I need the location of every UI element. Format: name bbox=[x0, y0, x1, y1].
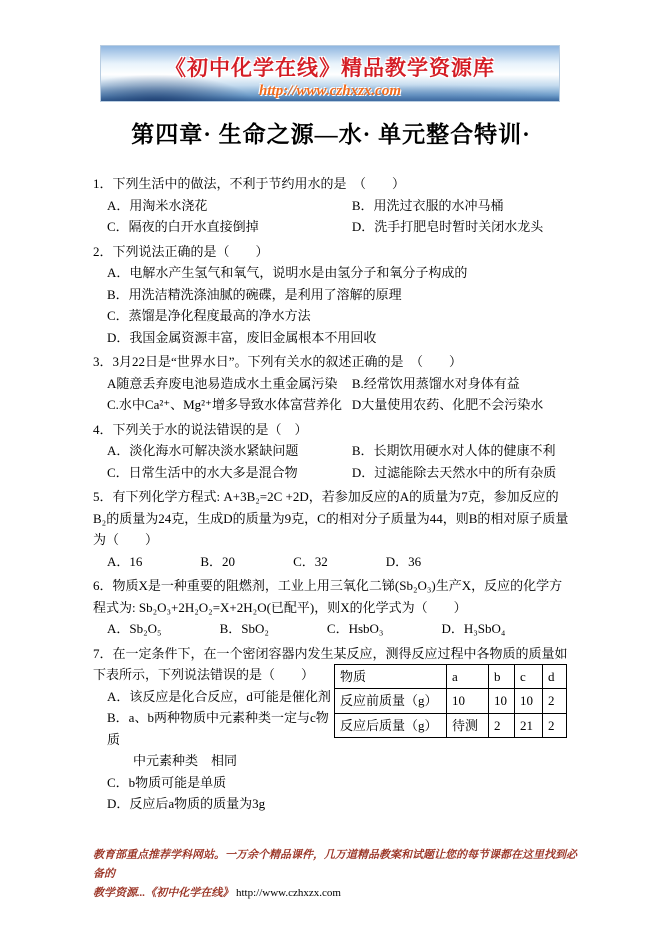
question-stem: 7．在一定条件下，在一个密闭容器内发生某反应，测得反应过程中各物质的质量如下表所示，下列说法错误的是（ ） bbox=[93, 645, 568, 682]
question-options bbox=[93, 195, 569, 238]
answer-option: C．b物质可能是单质 bbox=[107, 774, 227, 790]
table-cell: 10 bbox=[447, 689, 489, 714]
answer-option: C．32 bbox=[293, 553, 328, 569]
footer-line2 bbox=[93, 884, 585, 903]
table-cell: c bbox=[515, 664, 543, 689]
question bbox=[93, 419, 569, 484]
answer-option: B．20 bbox=[200, 553, 236, 569]
table-row bbox=[335, 664, 567, 689]
question bbox=[93, 351, 569, 416]
answer-option: B．长期饮用硬水对人体的健康不利 bbox=[351, 443, 556, 458]
answer-option: D大量使用农药、化肥不会污染水 bbox=[351, 397, 544, 412]
answer-option: 质 bbox=[107, 731, 121, 747]
table-cell: 2 bbox=[489, 713, 515, 738]
answer-option: 中元素种类 相同 bbox=[107, 753, 238, 768]
question-options bbox=[93, 440, 569, 483]
table-cell: 2 bbox=[543, 689, 567, 714]
question-stem: 6．物质X是一种重要的阻燃剂，工业上用三氧化二锑(Sb₂O₃)生产X，反应的化学方程式为: Sb₂O₃+2H₂O₂=X+2H₂O(已配平)，则X的化学式为（ ） bbox=[93, 578, 563, 615]
question-options bbox=[93, 262, 569, 348]
question bbox=[93, 173, 569, 238]
answer-option: C．日常生活中的水大多是混合物 bbox=[107, 464, 298, 480]
table-row bbox=[335, 713, 567, 738]
answer-option: C．蒸馏是净化程度最高的净水方法 bbox=[107, 308, 311, 323]
table-cell: a bbox=[447, 664, 489, 689]
question-options bbox=[93, 551, 569, 573]
answer-option: B．SbO₂ bbox=[219, 621, 269, 636]
question-options bbox=[93, 618, 569, 640]
question-stem: 5．有下列化学方程式: A+3B₂=2C +2D，若参加反应的A的质量为7克，参加反应的B₂的质量为24克，生成D的质量为9克，C的相对分子质量为44，则B的相对原子质量为（ ） bbox=[93, 489, 569, 547]
answer-option: D．我国金属资源丰富，废旧金属根本不用回收 bbox=[107, 329, 377, 345]
table-cell: 反应后质量（g） bbox=[335, 713, 447, 738]
answer-option: C．隔夜的白开水直接倒掉 bbox=[107, 219, 259, 234]
answer-option: D．36 bbox=[385, 553, 422, 569]
footer-line2-text: 教学资源...《初中化学在线》 bbox=[93, 887, 234, 899]
table-row bbox=[335, 689, 567, 714]
question-stem: 3．3月22日是“世界水日”。下列有关水的叙述正确的是 （ ） bbox=[93, 354, 463, 369]
question-stem: 4．下列关于水的说法错误的是（ ） bbox=[93, 421, 308, 437]
reaction-mass-table bbox=[334, 664, 567, 739]
answer-option: A．16 bbox=[107, 553, 143, 569]
page-title: 第四章· 生命之源—水· 单元整合特训· bbox=[131, 122, 531, 147]
question bbox=[93, 575, 569, 640]
question bbox=[93, 643, 569, 815]
answer-option: A．用淘米水浇花 bbox=[107, 197, 208, 213]
answer-option: B．a、b两种物质中元素种类一定与c物 bbox=[107, 710, 329, 725]
question-options bbox=[93, 373, 569, 416]
answer-option: C.水中Ca²⁺、Mg²⁺增多导致水体富营养化 bbox=[107, 397, 342, 412]
answer-option: B．用洗洁精洗涤油腻的碗碟，是利用了溶解的原理 bbox=[107, 286, 402, 302]
table-cell: 10 bbox=[489, 689, 515, 714]
footer-line1: 教育部重点推荐学科网站。一万余个精品课件，几万道精品教案和试题让您的每节课都在这里找到必备的 bbox=[93, 849, 577, 880]
answer-option: A．电解水产生氢气和氧气，说明水是由氢分子和氧分子构成的 bbox=[107, 265, 468, 280]
table-cell: b bbox=[489, 664, 515, 689]
question bbox=[93, 241, 569, 349]
document-content bbox=[93, 112, 569, 818]
question-stem: 2．下列说法正确的是（ ） bbox=[93, 243, 269, 259]
footer-url-link[interactable]: http://www.czhxzx.com bbox=[236, 887, 341, 899]
table-cell: 10 bbox=[515, 689, 543, 714]
answer-option: D．过滤能除去天然水中的所有杂质 bbox=[351, 464, 557, 480]
site-banner bbox=[100, 45, 560, 102]
answer-option: D．反应后a物质的质量为3g bbox=[107, 796, 266, 811]
answer-option: A．淡化海水可解决淡水紧缺问题 bbox=[107, 443, 299, 458]
table-cell: 物质 bbox=[335, 664, 447, 689]
answer-option: A随意丢弃废电池易造成水土重金属污染 bbox=[107, 375, 338, 391]
answer-option: D．H₃SbO₄ bbox=[441, 621, 506, 636]
page-footer bbox=[93, 846, 585, 903]
question-list bbox=[93, 173, 569, 815]
question-stem: 1．下列生活中的做法，不利于节约用水的是 （ ） bbox=[93, 176, 406, 191]
table-cell: d bbox=[543, 664, 567, 689]
table-cell: 21 bbox=[515, 713, 543, 738]
table-cell: 反应前质量（g） bbox=[335, 689, 447, 714]
answer-option: A．该反应是化合反应，d可能是催化剂 bbox=[107, 688, 331, 704]
table-cell: 2 bbox=[543, 713, 567, 738]
banner-url-link[interactable]: http://www.czhxzx.com bbox=[259, 83, 401, 99]
question bbox=[93, 486, 569, 572]
answer-option: A．Sb₂O₅ bbox=[107, 621, 162, 636]
answer-option: D．洗手打肥皂时暂时关闭水龙头 bbox=[351, 219, 544, 234]
banner-title: 《初中化学在线》精品教学资源库 bbox=[165, 56, 495, 80]
answer-option: B.经常饮用蒸馏水对身体有益 bbox=[351, 375, 520, 391]
answer-option: B．用洗过衣服的水冲马桶 bbox=[351, 197, 504, 213]
table-cell: 待测 bbox=[447, 713, 489, 738]
question-options bbox=[93, 686, 351, 815]
answer-option: C．HsbO₃ bbox=[326, 621, 384, 636]
